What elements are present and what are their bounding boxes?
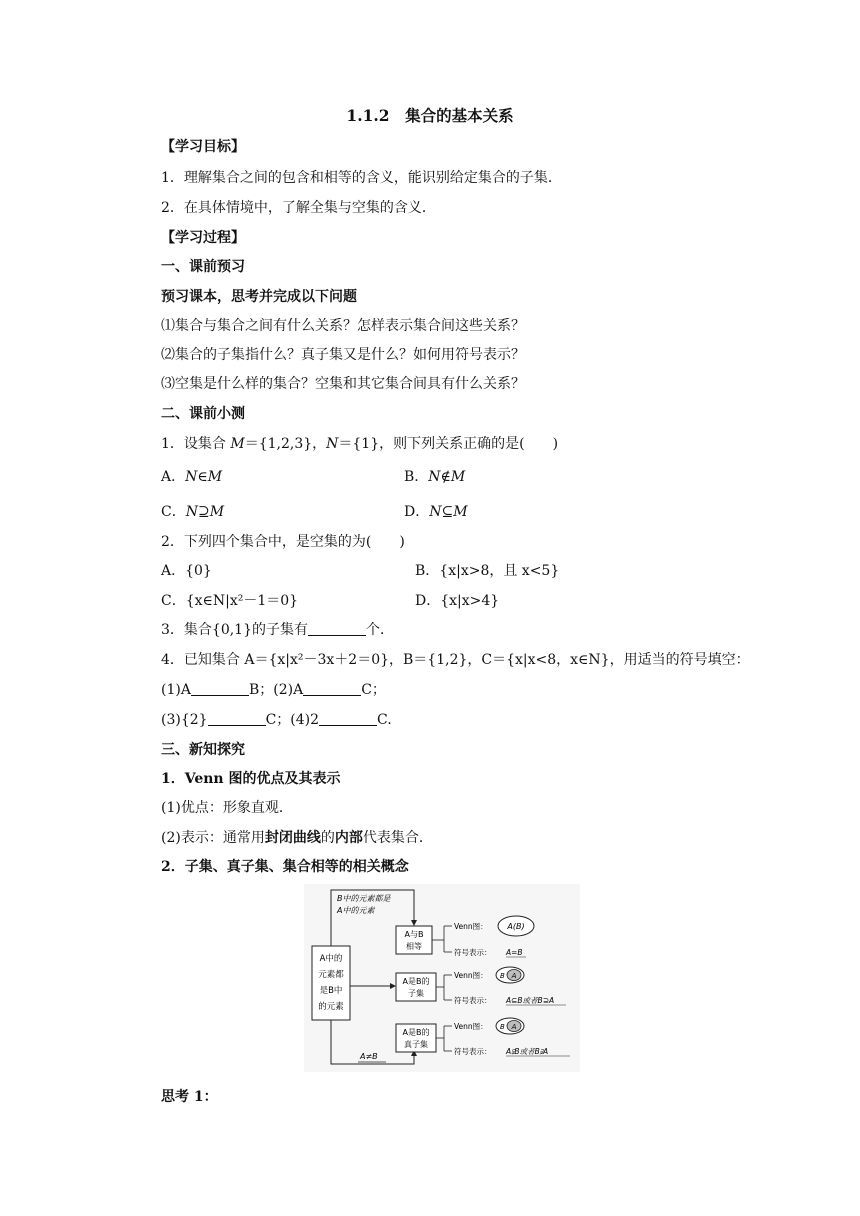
top-label-2: A中的元素: [337, 906, 375, 915]
left-box-line-1: A中的: [319, 954, 343, 964]
concept-diagram: [304, 884, 580, 1072]
q2-option-c: [161, 591, 298, 611]
venn2-bold-1: 封闭曲线: [264, 830, 321, 846]
q3-post: 个．: [366, 622, 394, 638]
preview-question-2: ⑵集合的子集指什么？真子集又是什么？如何用符号表示？: [161, 347, 525, 363]
part-1-heading: 一、课前预习: [161, 259, 245, 275]
q4-line-2: [161, 710, 392, 730]
left-box-line-4: 的元素: [318, 1002, 344, 1012]
goal-1: 1．理解集合之间的包含和相等的含义，能识别给定集合的子集．: [161, 170, 562, 186]
q2-option-d: [415, 591, 499, 611]
q4-l1c: C；: [361, 682, 386, 698]
venn-proper-inner-label: A: [511, 1023, 517, 1031]
box-proper-line-2: 真子集: [404, 1040, 428, 1049]
q1-option-b: [404, 467, 465, 487]
q2-option-a: A．{0}: [161, 563, 212, 579]
box-proper-line-1: A是B的: [402, 1028, 430, 1037]
concept-heading: 2．子集、真子集、集合相等的相关概念: [161, 859, 409, 875]
venn2-bold-2: 内部: [334, 830, 363, 846]
venn-label-2: Venn图：: [454, 971, 488, 980]
think-1-label: 思考 1：: [161, 1089, 218, 1105]
box-equal-line-2: 相等: [406, 942, 422, 951]
q2-option-b-text: {x|x>8，且 x<5}: [439, 563, 560, 579]
q1-option-c-text: N⊇M: [185, 504, 225, 520]
venn-heading: 1．Venn 图的优点及其表示: [161, 771, 341, 787]
section-goals: 【学习目标】: [161, 139, 245, 155]
q1-option-b-label: B．: [404, 469, 429, 485]
q1-option-c-label: C．: [161, 504, 186, 520]
q1-mid2: ＝{1}，则下列关系正确的是( ): [338, 436, 559, 452]
q1-set-m: M: [230, 436, 245, 452]
q4-blank-1: [191, 681, 249, 696]
q4-l1a: (1)A: [161, 682, 191, 698]
q4-l2a: (3){2}: [161, 712, 208, 728]
q4-l2b: C；(4)2: [265, 712, 320, 728]
symbol-label-2: 符号表示：: [454, 996, 492, 1005]
q2-option-b: [415, 561, 559, 581]
part-3-heading: 三、新知探究: [161, 742, 245, 758]
q1-option-a-text: N∈M: [185, 469, 223, 485]
question-2-stem: 2．下列四个集合中，是空集的为( ): [161, 534, 405, 550]
q4-l1b: B；(2)A: [248, 682, 304, 698]
venn2-mid: 的: [320, 830, 335, 846]
q2-option-b-label: B．: [415, 563, 440, 579]
page-title: 1.1.2 集合的基本关系: [346, 106, 514, 125]
bottom-label: A≠B: [360, 1052, 378, 1061]
q4-blank-2: [303, 681, 361, 696]
q1-option-a: [161, 467, 222, 487]
box-subset-line-1: A是B的: [402, 977, 430, 986]
left-box-line-3: 是B中: [319, 986, 343, 996]
symbol-subset: A⊆B或者B⊇A: [506, 996, 555, 1005]
preview-question-3: ⑶空集是什么样的集合？空集和其它集合间具有什么关系？: [161, 376, 525, 392]
part-2-heading: 二、课前小测: [161, 406, 245, 422]
venn-label-1: Venn图：: [454, 922, 488, 931]
q2-option-c-label: C．: [161, 593, 186, 609]
q3-blank: [308, 621, 366, 636]
q4-l2c: C.: [377, 712, 392, 728]
top-label-1: B中的元素都是: [337, 894, 391, 903]
question-3: [161, 620, 394, 640]
venn2-post: 代表集合．: [362, 830, 433, 846]
venn2-pre: (2)表示：通常用: [161, 830, 265, 846]
box-subset-line-2: 子集: [408, 989, 424, 998]
q1-option-d: [404, 502, 468, 522]
venn-representation: [161, 828, 433, 848]
q1-option-a-label: A．: [161, 469, 186, 485]
symbol-label-1: 符号表示：: [454, 948, 492, 957]
q1-set-n: N: [326, 436, 339, 452]
left-box-line-2: 元素都: [318, 970, 344, 980]
q4-blank-3: [208, 711, 266, 726]
q1-option-d-text: N⊆M: [429, 504, 468, 520]
q1-mid1: ＝{1,2,3}，: [244, 436, 327, 452]
q2-option-c-text: {x∈N|x²－1＝0}: [185, 593, 299, 609]
q4-blank-4: [319, 711, 377, 726]
venn-subset-inner-label: A: [511, 972, 517, 980]
q2-option-d-text: {x|x>4}: [440, 593, 500, 609]
symbol-proper: A⫋B或者B⫌A: [506, 1047, 549, 1056]
goal-2: 2．在具体情境中，了解全集与空集的含义．: [161, 200, 436, 216]
q2-option-d-label: D．: [415, 593, 441, 609]
question-1-stem: [161, 434, 558, 454]
venn-equal-label: A(B): [507, 922, 525, 931]
q4-line-1: [161, 680, 386, 700]
question-4-stem: 4．已知集合 A＝{x|x²－3x＋2＝0}，B＝{1,2}，C＝{x|x<8，x∈N}，用适当的符号填空：: [161, 652, 750, 668]
q3-pre: 3．集合{0,1}的子集有: [161, 622, 308, 638]
section-process: 【学习过程】: [161, 230, 245, 246]
venn-subset-outer-label: B: [500, 972, 505, 980]
venn-advantage: (1)优点：形象直观．: [161, 800, 293, 816]
q1-option-c: [161, 502, 224, 522]
box-equal-line-1: A与B: [404, 930, 424, 939]
venn-label-3: Venn图：: [454, 1022, 488, 1031]
q1-option-d-label: D．: [404, 504, 430, 520]
venn-proper-outer-label: B: [500, 1023, 505, 1031]
q1-prefix: 1．设集合: [161, 436, 231, 452]
symbol-label-3: 符号表示：: [454, 1047, 492, 1056]
preview-heading: 预习课本，思考并完成以下问题: [161, 289, 357, 305]
q1-option-b-text: N∉M: [428, 469, 466, 485]
symbol-equal: A=B: [506, 948, 523, 957]
preview-question-1: ⑴集合与集合之间有什么关系？怎样表示集合间这些关系？: [161, 318, 525, 334]
